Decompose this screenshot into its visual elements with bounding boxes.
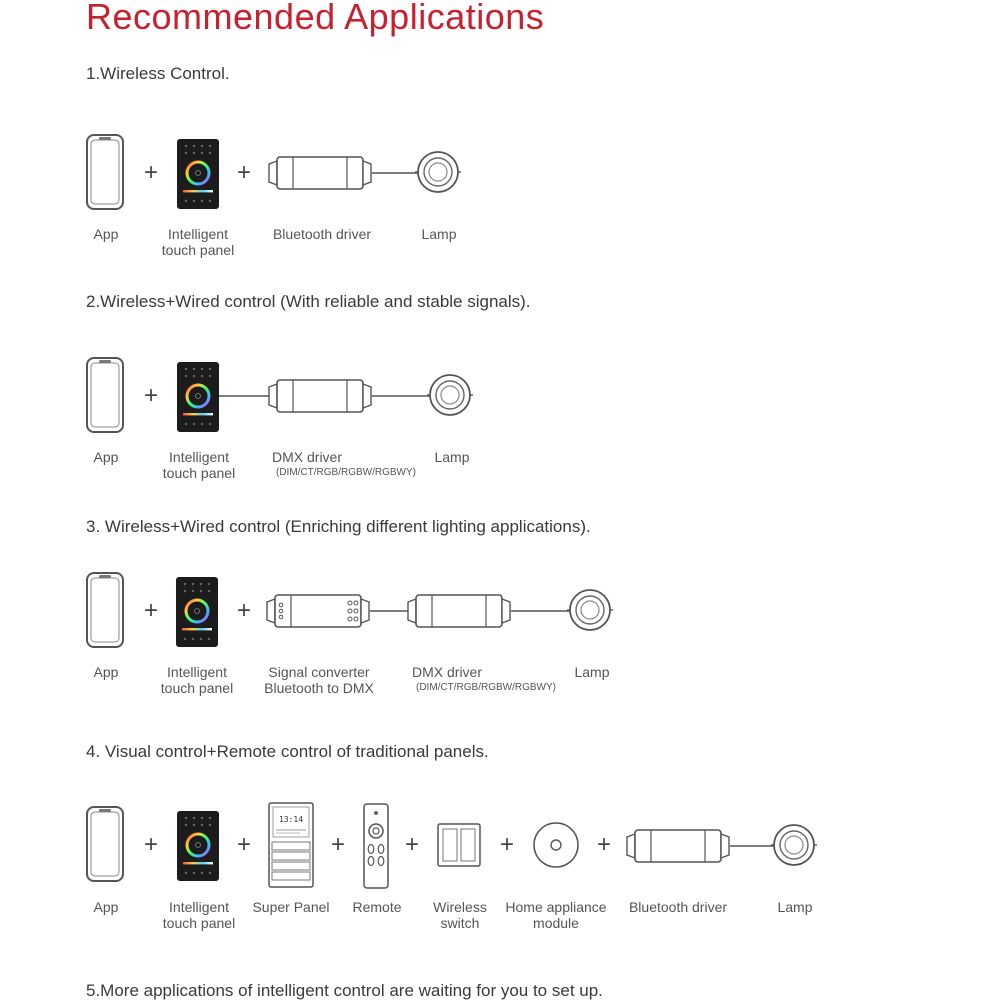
- label-touch-panel: [163, 899, 235, 931]
- label-touch-panel-line1: Intelligent: [169, 449, 229, 465]
- lamp-icon: [566, 589, 616, 633]
- label-home-appliance-module-line2: module: [533, 915, 579, 931]
- touch-panel-icon: [177, 139, 219, 209]
- label-wireless-switch-line2: switch: [440, 915, 480, 931]
- remote-icon: [363, 803, 389, 889]
- wire-line: [730, 843, 774, 849]
- super-panel-icon: [268, 802, 314, 888]
- label-touch-panel-line2: touch panel: [162, 915, 236, 931]
- label-dmx-driver-modes: (DIM/CT/RGB/RGBW/RGBWY): [276, 467, 416, 478]
- label-app: App: [93, 226, 119, 242]
- phone-icon: [86, 806, 126, 886]
- plus-sign: +: [143, 382, 159, 409]
- label-signal-converter-line2: Bluetooth to DMX: [264, 680, 374, 696]
- label-wireless-switch: [433, 899, 487, 931]
- section-5-heading: 5.More applications of intelligent control are waiting for you to set up.: [86, 981, 603, 1000]
- section-4-heading: 4. Visual control+Remote control of traditional panels.: [86, 742, 489, 761]
- bluetooth-driver-icon: [268, 156, 374, 192]
- label-touch-panel-line2: touch panel: [160, 680, 234, 696]
- signal-converter-icon: [266, 594, 372, 630]
- wire-line: [372, 393, 430, 399]
- label-home-appliance-module: [505, 899, 606, 931]
- home-appliance-module-icon: [533, 822, 579, 868]
- plus-sign: +: [236, 597, 252, 624]
- wireless-switch-icon: [437, 823, 481, 867]
- wire-line: [370, 608, 410, 614]
- label-lamp: Lamp: [574, 664, 610, 680]
- label-dmx-driver: DMX driver: [411, 664, 483, 680]
- label-app: App: [93, 664, 119, 680]
- touch-panel-icon: [176, 577, 218, 647]
- bluetooth-driver-icon: [626, 829, 732, 865]
- label-signal-converter-line1: Signal converter: [268, 664, 370, 680]
- label-touch-panel-line2: touch panel: [162, 465, 236, 481]
- wire-line: [219, 393, 269, 399]
- label-app: App: [93, 899, 119, 915]
- plus-sign: +: [236, 831, 252, 858]
- section-1-heading: 1.Wireless Control.: [86, 64, 230, 83]
- label-app: App: [93, 449, 119, 465]
- section-3-heading: 3. Wireless+Wired control (Enriching different lighting applications).: [86, 517, 591, 536]
- dmx-driver-icon: [407, 594, 513, 630]
- section-2-heading: 2.Wireless+Wired control (With reliable and stable signals).: [86, 292, 531, 311]
- label-touch-panel-line1: Intelligent: [168, 226, 228, 242]
- phone-icon: [86, 572, 126, 652]
- label-wireless-switch-line1: Wireless: [433, 899, 487, 915]
- label-bluetooth-driver: Bluetooth driver: [272, 226, 372, 242]
- dmx-driver-icon: [268, 379, 374, 415]
- label-touch-panel-line2: touch panel: [161, 242, 235, 258]
- plus-sign: +: [143, 159, 159, 186]
- label-touch-panel: [163, 449, 235, 481]
- plus-sign: +: [404, 831, 420, 858]
- plus-sign: +: [143, 831, 159, 858]
- label-home-appliance-module-line1: Home appliance: [505, 899, 607, 915]
- label-signal-converter: [264, 664, 374, 696]
- label-remote: Remote: [352, 899, 402, 915]
- page-title: Recommended Applications: [86, 0, 545, 37]
- label-touch-panel-line1: Intelligent: [169, 899, 229, 915]
- phone-icon: [86, 134, 126, 214]
- label-super-panel: Super Panel: [252, 899, 330, 915]
- touch-panel-icon: [177, 362, 219, 432]
- lamp-icon: [426, 374, 476, 418]
- lamp-icon: [770, 824, 820, 868]
- label-dmx-driver: DMX driver: [271, 449, 343, 465]
- label-dmx-driver-modes: (DIM/CT/RGB/RGBW/RGBWY): [416, 682, 556, 693]
- touch-panel-icon: [177, 811, 219, 881]
- wire-line: [511, 608, 571, 614]
- plus-sign: +: [596, 831, 612, 858]
- label-touch-panel-line1: Intelligent: [167, 664, 227, 680]
- lamp-icon: [414, 151, 464, 195]
- wire-line: [372, 170, 420, 176]
- plus-sign: +: [330, 831, 346, 858]
- plus-sign: +: [236, 159, 252, 186]
- label-touch-panel: [161, 664, 233, 696]
- label-lamp: Lamp: [434, 449, 470, 465]
- label-lamp: Lamp: [777, 899, 813, 915]
- plus-sign: +: [143, 597, 159, 624]
- label-bluetooth-driver: Bluetooth driver: [628, 899, 728, 915]
- label-lamp: Lamp: [421, 226, 457, 242]
- super-panel-clock: 13:14: [278, 815, 304, 824]
- plus-sign: +: [499, 831, 515, 858]
- phone-icon: [86, 357, 126, 437]
- label-touch-panel: [162, 226, 234, 258]
